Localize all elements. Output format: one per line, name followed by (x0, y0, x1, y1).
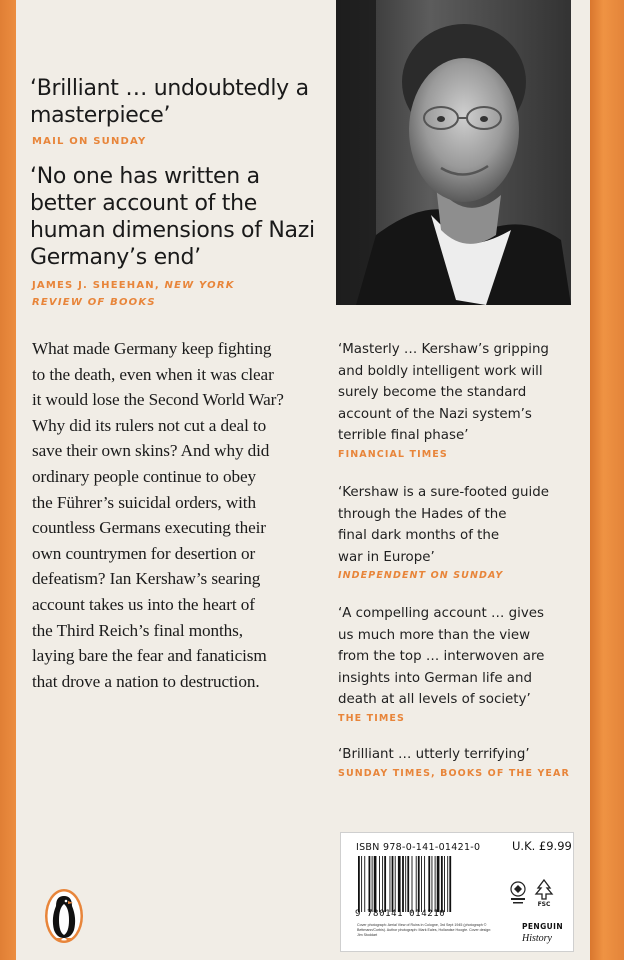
price-label: U.K. £9.99 (512, 839, 572, 853)
spine-edge (590, 0, 624, 960)
blurb-line: it would lose the Second World War? (32, 390, 284, 410)
review-quote-line: ‘Masterly … Kershaw’s gripping (338, 342, 549, 357)
barcode-bar (441, 856, 443, 912)
quote-source-mail-on-sunday: MAIL ON SUNDAY (32, 136, 147, 147)
barcode-bar (421, 856, 422, 912)
barcode-bar (447, 856, 448, 912)
barcode-bar (437, 856, 440, 912)
blurb-line: ordinary people continue to obey (32, 466, 256, 486)
cover-credits: Cover photograph: Aerial View of Ruins in Cologne, 3rd Sept 1945 (photograph © Bettmann/Corbis). Author photograph: Mark Eales, Hollandse Hoogte. Cover design: Jim Stoddart (357, 923, 492, 937)
review-quote-line: insights into German life and (338, 670, 533, 686)
review-quote-line: death at all levels of society’ (338, 692, 531, 708)
barcode-bar (384, 856, 386, 912)
barcode-bar (361, 856, 362, 912)
barcode-digits: 9 780141 014210 (355, 909, 446, 919)
blurb-line: save their own skins? And why did (32, 441, 270, 461)
review-quote-line: terrible final phase’ (338, 428, 469, 444)
review-quote-line: ‘Brilliant … utterly terrifying’ (338, 747, 530, 762)
blurb-text (32, 336, 332, 694)
barcode-bar (435, 856, 436, 912)
blurb-line: defeatism? Ian Kershaw’s searing (32, 569, 261, 589)
review-quote-line: account of the Nazi system’s (338, 406, 532, 422)
barcode-bar (407, 856, 409, 912)
penguin-logo-icon (44, 888, 84, 944)
barcode-bar (444, 856, 445, 912)
blurb-line: Why did its rulers not cut a deal to (32, 415, 267, 435)
barcode-bar (369, 856, 371, 912)
barcode-bar (402, 856, 404, 912)
blurb-line: that drove a nation to destruction. (32, 671, 260, 691)
svg-text:FSC: FSC (537, 901, 551, 908)
barcode-bar (412, 856, 413, 912)
review-quote-line: us much more than the view (338, 627, 531, 643)
publisher-name: PENGUIN (522, 922, 564, 931)
barcode-bar (418, 856, 420, 912)
barcode-bar (382, 856, 383, 912)
review-quote-line: from the top … interwoven are (338, 649, 545, 665)
review-quote-source: INDEPENDENT ON SUNDAY (338, 570, 504, 582)
barcode-bar (392, 856, 394, 912)
blurb-line: the Führer’s suicidal orders, with (32, 492, 256, 512)
quote-source-sheehan: JAMES J. SHEEHAN, NEW YORK REVIEW OF BOOKS (32, 280, 235, 308)
review-quote-line: through the Hades of the (338, 506, 507, 522)
barcode-bar (358, 856, 360, 912)
blurb-line: laying bare the fear and fanaticism (32, 646, 267, 666)
barcode-bar (390, 856, 391, 912)
blurb-line: countless Germans executing their (32, 518, 266, 538)
review-quote-line: war in Europe’ (338, 549, 435, 565)
barcode-bar (449, 856, 451, 912)
left-edge (0, 0, 16, 960)
review-quote (338, 339, 588, 447)
recycle-cert-icon (508, 880, 528, 906)
review-quote-source: SUNDAY TIMES, BOOKS OF THE YEAR (338, 767, 570, 779)
barcode-bar (398, 856, 401, 912)
barcode-bar (372, 856, 373, 912)
review-quote (338, 482, 588, 568)
review-quote-line: ‘A compelling account … gives (338, 606, 545, 621)
author-photo (336, 0, 571, 305)
isbn-label: ISBN 978-0-141-01421-0 (356, 842, 481, 853)
barcode-bar (379, 856, 380, 912)
review-quote (338, 744, 588, 766)
barcode-icon (356, 856, 490, 912)
review-quote-line: surely become the standard (338, 385, 527, 401)
blurb-line: own countrymen for desertion or (32, 543, 256, 563)
blurb-line: account takes us into the heart of (32, 594, 255, 614)
barcode-bar (416, 856, 417, 912)
barcode-bar (395, 856, 396, 912)
blurb-line: to the death, even when it was clear (32, 364, 274, 384)
barcode-bar (424, 856, 425, 912)
barcode-bar (428, 856, 430, 912)
review-quote (338, 603, 588, 711)
review-quote-line: ‘Kershaw is a sure-footed guide (338, 485, 549, 500)
review-quote-line: final dark months of the (338, 528, 500, 544)
barcode-bar (432, 856, 433, 912)
blurb-line: the Third Reich’s final months, (32, 620, 243, 640)
barcode-bar (364, 856, 365, 912)
quote-mail-on-sunday: ‘Brilliant … undoubtedly a masterpiece’ (30, 76, 309, 128)
barcode-bar (374, 856, 377, 912)
review-quote-source: FINANCIAL TIMES (338, 449, 448, 460)
fsc-logo-icon (532, 878, 556, 908)
blurb-line: What made Germany keep fighting (32, 339, 272, 358)
barcode-bar (405, 856, 406, 912)
publisher-imprint: History (522, 933, 552, 944)
quote-sheehan: ‘No one has written a better account of the human dimensions of Nazi Germany’s end’ (30, 164, 315, 270)
review-quote-source: THE TIMES (338, 713, 405, 724)
review-quote-line: and boldly intelligent work will (338, 363, 543, 379)
